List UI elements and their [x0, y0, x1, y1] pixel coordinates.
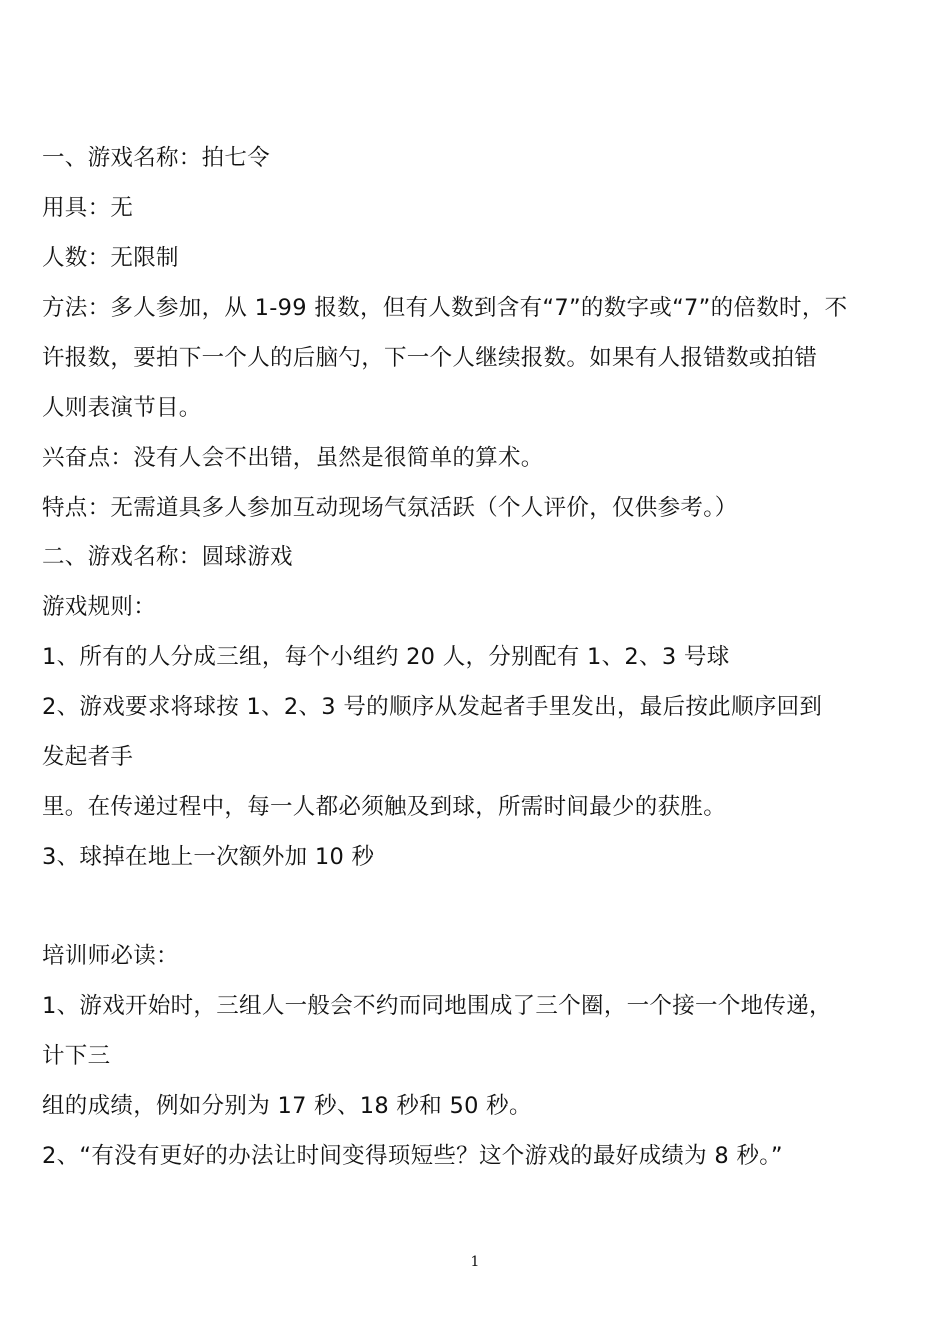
game-one-method-line-1: 方法：多人参加，从 1-99 报数，但有人数到含有“7”的数字或“7”的倍数时，不: [42, 295, 848, 321]
game-two-rule-3: 3、球掉在地上一次额外加 10 秒: [42, 844, 375, 870]
trainer-note-1-line-3: 组的成绩，例如分别为 17 秒、18 秒和 50 秒。: [42, 1093, 532, 1119]
trainer-note-1-line-2: 计下三: [42, 1043, 111, 1069]
trainer-notes-heading: 培训师必读：: [42, 943, 179, 969]
game-two-rule-2-line-1: 2、游戏要求将球按 1、2、3 号的顺序从发起者手里发出，最后按此顺序回到: [42, 694, 823, 720]
trainer-note-2: 2、“有没有更好的办法让时间变得顼短些？这个游戏的最好成绩为 8 秒。”: [42, 1143, 783, 1169]
game-one-method-line-3: 人则表演节目。: [42, 395, 202, 421]
game-one-equipment: 用具：无: [42, 195, 134, 221]
game-one-features: 特点：无需道具多人参加互动现场气氛活跃（个人评价，仅供参考。）: [42, 495, 738, 521]
game-one-title: 一、游戏名称：拍七令: [42, 145, 271, 171]
trainer-note-1-line-1: 1、游戏开始时，三组人一般会不约而同地围成了三个圈，一个接一个地传递，: [42, 993, 832, 1019]
page-number: 1: [470, 1254, 480, 1270]
game-one-highlight: 兴奋点：没有人会不出错，虽然是很简单的算术。: [42, 445, 544, 471]
game-two-rule-1: 1、所有的人分成三组，每个小组约 20 人，分别配有 1、2、3 号球: [42, 644, 730, 670]
game-two-rule-2-line-2: 发起者手: [42, 744, 134, 770]
game-one-method-line-2: 许报数，要拍下一个人的后脑勺，下一个人继续报数。如果有人报错数或拍错: [42, 345, 818, 371]
game-two-rules-heading: 游戏规则：: [42, 594, 157, 620]
game-two-title: 二、游戏名称：圆球游戏: [42, 544, 293, 570]
game-two-rule-2-line-3: 里。在传递过程中，每一人都必须触及到球，所需时间最少的获胜。: [42, 794, 727, 820]
game-one-players: 人数：无限制: [42, 245, 179, 271]
